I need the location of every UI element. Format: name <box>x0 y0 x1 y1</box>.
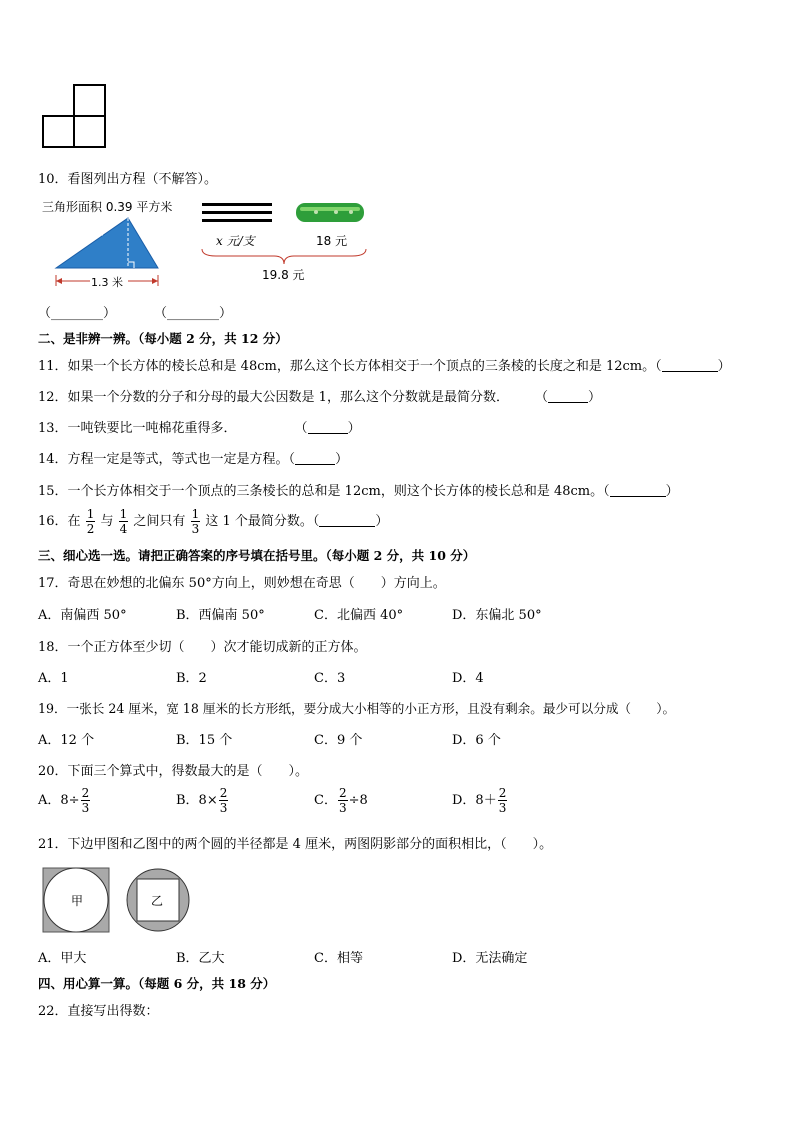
paren-close: ） <box>347 421 361 436</box>
answer-blank-2[interactable]: （________） <box>154 306 233 321</box>
q21-option-a[interactable]: A．甲大 <box>38 951 87 966</box>
paren-open: （ <box>294 421 308 436</box>
fraction-numerator: 2 <box>81 786 90 800</box>
question-16 <box>38 508 388 535</box>
answer-blank-13[interactable] <box>308 421 348 434</box>
answer-blank-1[interactable]: （________） <box>38 306 117 321</box>
paren-open: （ <box>603 484 610 499</box>
answer-blank-15[interactable] <box>610 484 666 497</box>
paren-close: ） <box>717 359 731 374</box>
section-2-header: 二、是非辨一辨。（每小题 2 分，共 12 分） <box>38 331 288 346</box>
q19-option-c[interactable]: C．9 个 <box>314 733 363 748</box>
paren-close: ） <box>335 452 349 467</box>
fraction-quarter <box>119 508 129 535</box>
question-15 <box>38 480 679 499</box>
q18-option-c[interactable]: C．3 <box>314 671 346 686</box>
fraction-numerator: 1 <box>119 507 128 521</box>
q20-option-c[interactable] <box>314 787 368 814</box>
q19-option-a[interactable]: A．12 个 <box>38 733 95 748</box>
question-16-mid2: 之间只有 <box>133 514 186 529</box>
fraction-numerator: 1 <box>86 507 95 521</box>
paren-close: ） <box>375 514 389 529</box>
question-22: 22．直接写出得数： <box>38 1004 159 1019</box>
label-yi: 乙 <box>151 894 164 908</box>
paren-open: （ <box>655 359 662 374</box>
q17-option-a[interactable]: A．南偏西 50° <box>38 608 127 623</box>
q19-option-d[interactable]: D．6 个 <box>452 733 501 748</box>
question-16-mid1: 与 <box>100 514 114 529</box>
fraction-two-thirds <box>81 787 91 814</box>
fraction-denominator: 3 <box>81 801 90 815</box>
question-16-suffix: 这 1 个最简分数。 <box>205 514 313 529</box>
square-bottom-right <box>73 115 106 148</box>
q20-option-a-text: A．8÷ <box>38 793 80 808</box>
question-14 <box>38 448 348 467</box>
fraction-two-thirds <box>338 787 348 814</box>
section-3-header: 三、细心选一选。请把正确答案的序号填在括号里。（每小题 2 分，共 10 分） <box>38 548 476 563</box>
label-jia: 甲 <box>71 894 84 908</box>
question-21: 21．下边甲图和乙图中的两个圆的半径都是 4 厘米，两图阴影部分的面积相比，（ ）。 <box>38 837 553 852</box>
fraction-numerator: 1 <box>191 507 200 521</box>
q21-option-d[interactable]: D．无法确定 <box>452 951 528 966</box>
question-15-text: 15．一个长方体相交于一个顶点的三条棱长的总和是 12cm，则这个长方体的棱长总和是 48cm。 <box>38 484 604 499</box>
fraction-numerator: 2 <box>219 786 228 800</box>
question-20: 20．下面三个算式中，得数最大的是（ ）。 <box>38 764 309 779</box>
paren-open: （ <box>534 390 548 405</box>
total-price-label: 19.8 元 <box>262 268 305 282</box>
fraction-third <box>191 508 201 535</box>
section-4-header: 四、用心算一算。（每题 6 分，共 18 分） <box>38 976 276 991</box>
q17-option-c[interactable]: C．北偏西 40° <box>314 608 404 623</box>
question-16-prefix: 16．在 <box>38 514 81 529</box>
question-18: 18．一个正方体至少切（ ）次才能切成新的正方体。 <box>38 640 367 655</box>
fraction-two-thirds <box>219 787 229 814</box>
q20-option-d[interactable] <box>452 787 508 814</box>
q17-option-d[interactable]: D．东偏北 50° <box>452 608 542 623</box>
q18-option-d[interactable]: D．4 <box>452 671 484 686</box>
fraction-denominator: 2 <box>86 522 95 536</box>
question-13 <box>38 417 361 436</box>
square-top-right <box>73 84 106 117</box>
fraction-numerator: 2 <box>338 786 347 800</box>
answer-blank-16[interactable] <box>319 514 375 527</box>
q20-option-b-text: B．8× <box>176 793 218 808</box>
q21-option-c[interactable]: C．相等 <box>314 951 363 966</box>
paren-close: ） <box>587 390 601 405</box>
case-price-label: 18 元 <box>316 234 348 248</box>
paren-open: （ <box>288 452 296 467</box>
question-17: 17．奇思在妙想的北偏东 50°方向上，则妙想在奇思（ ）方向上。 <box>38 576 446 591</box>
answer-blank-11[interactable] <box>662 359 718 372</box>
question-12-text: 12．如果一个分数的分子和分母的最大公因数是 1，那么这个分数就是最简分数． <box>38 390 509 405</box>
fraction-denominator: 3 <box>338 801 347 815</box>
triangle-base-label: 1.3 米 <box>91 276 123 289</box>
question-12 <box>38 386 601 405</box>
q19-option-b[interactable]: B．15 个 <box>176 733 233 748</box>
paren-close: ） <box>665 484 679 499</box>
triangle-caption: 三角形面积 0.39 平方米 <box>42 200 173 214</box>
triangle-height-label: x米 <box>95 220 106 236</box>
question-11-text: 11．如果一个长方体的棱长总和是 48cm，那么这个长方体相交于一个顶点的三条棱的长度之和是 12cm。 <box>38 359 656 374</box>
fraction-denominator: 3 <box>219 801 228 815</box>
fraction-denominator: 3 <box>191 522 200 536</box>
question-19: 19．一张长 24 厘米，宽 18 厘米的长方形纸，要分成大小相等的小正方形，且没有剩余。最少可以分成（ ）。 <box>38 701 676 716</box>
q20-option-c-text: C． <box>314 793 337 808</box>
q20-option-b[interactable] <box>176 787 229 814</box>
question-13-text: 13．一吨铁要比一吨棉花重得多． <box>38 421 237 436</box>
question-11 <box>38 355 731 374</box>
fraction-denominator: 4 <box>119 522 128 536</box>
q17-option-b[interactable]: B．西偏南 50° <box>176 608 265 623</box>
question-10-title: 10．看图列出方程（不解答）。 <box>38 172 218 187</box>
fraction-numerator: 2 <box>498 786 507 800</box>
fraction-denominator: 3 <box>498 801 507 815</box>
q20-option-a[interactable] <box>38 787 91 814</box>
paren-open: （ <box>312 514 320 529</box>
fraction-half <box>86 508 96 535</box>
pen-price-label: x 元/支 <box>216 234 255 248</box>
q20-option-c-tail: ÷8 <box>348 793 368 808</box>
square-bottom-left <box>42 115 75 148</box>
q18-option-b[interactable]: B．2 <box>176 671 207 686</box>
answer-blank-12[interactable] <box>548 390 588 403</box>
fraction-two-thirds <box>498 787 508 814</box>
answer-blank-14[interactable] <box>295 452 335 465</box>
q20-option-d-text: D．8＋ <box>452 793 497 808</box>
q21-option-b[interactable]: B．乙大 <box>176 951 225 966</box>
question-14-text: 14．方程一定是等式，等式也一定是方程。 <box>38 452 289 467</box>
q18-option-a[interactable]: A．1 <box>38 671 69 686</box>
